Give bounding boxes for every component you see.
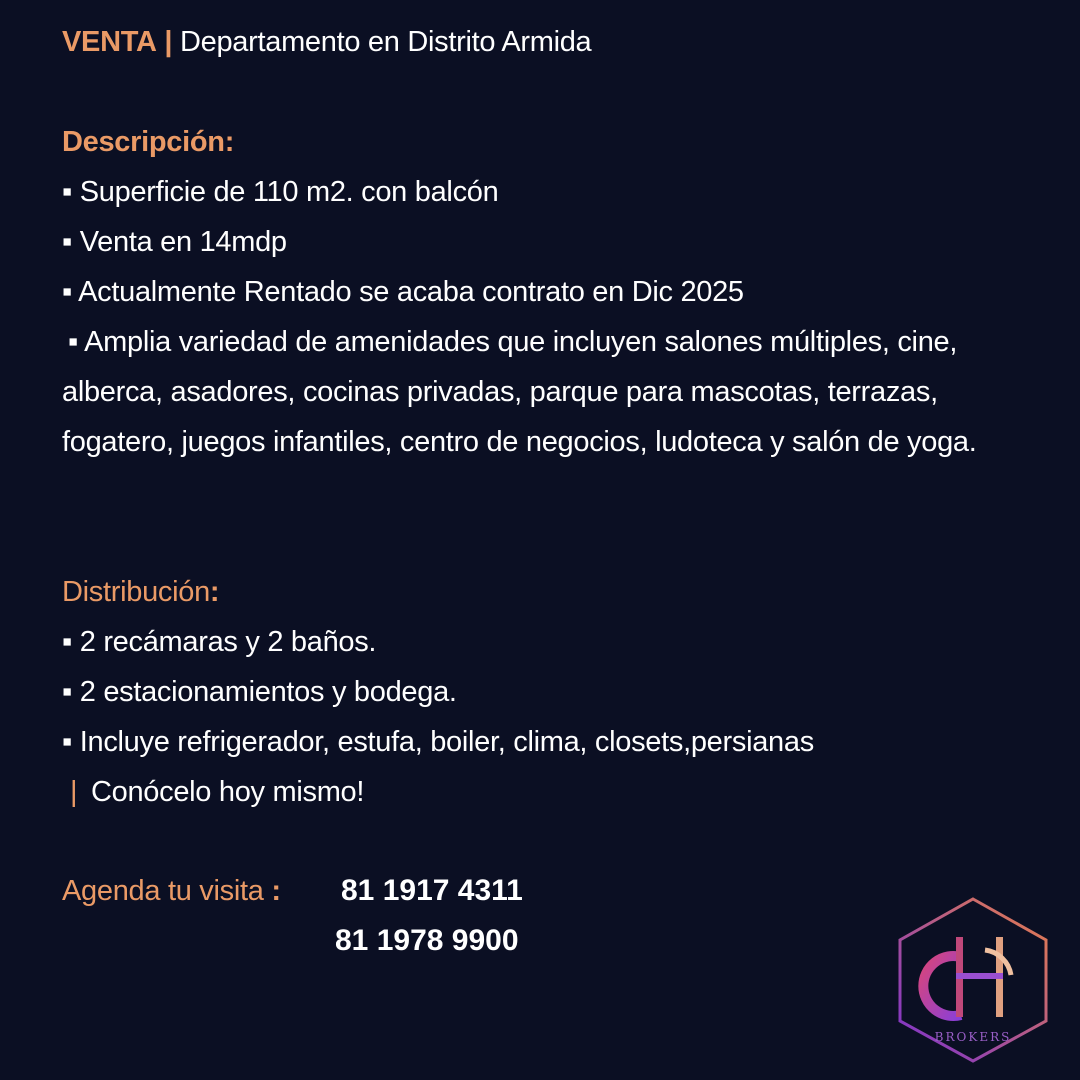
call-to-action — [70, 774, 364, 810]
brokers-logo — [893, 895, 1053, 1065]
cta-text: Conócelo hoy mismo! — [91, 776, 365, 808]
amenities-paragraph — [62, 317, 1032, 467]
listing-title — [62, 24, 591, 60]
cta-pipe: | — [70, 776, 78, 808]
amenities-text: ▪ Amplia variedad de amenidades que incluyen salones múltiples, cine, alberca, asadores, cocinas privadas, parque para mascotas, terrazas, fogatero, juegos infantiles, centro de negocios, ludoteca y salón de yoga. — [62, 326, 977, 458]
description-item: ▪ Actualmente Rentado se acaba contrato en Dic 2025 — [62, 276, 744, 308]
distribution-heading — [62, 574, 219, 610]
distribution-item: ▪ 2 estacionamientos y bodega. — [62, 676, 457, 708]
description-item: ▪ Superficie de 110 m2. con balcón — [62, 176, 499, 208]
title-separator: | — [164, 26, 173, 58]
distribution-heading-text: Distribución — [62, 576, 210, 608]
logo-text: BROKERS — [934, 1030, 1012, 1044]
listing-title-text: Departamento en Distrito Armida — [180, 26, 592, 58]
description-item: ▪ Venta en 14mdp — [62, 226, 287, 258]
hexagon-logo-icon — [893, 895, 1053, 1065]
distribution-heading-colon: : — [209, 576, 220, 608]
phone-number[interactable]: 81 1917 4311 — [341, 874, 523, 907]
contact-label-text: Agenda tu visita — [62, 875, 264, 907]
contact-label — [62, 873, 281, 909]
phone-number[interactable]: 81 1978 9900 — [335, 924, 519, 957]
description-heading: Descripción: — [62, 126, 235, 158]
distribution-item: ▪ Incluye refrigerador, estufa, boiler, clima, closets,persianas — [62, 726, 814, 758]
listing-type-label: VENTA — [62, 26, 157, 58]
contact-label-colon: : — [271, 875, 281, 907]
distribution-item: ▪ 2 recámaras y 2 baños. — [62, 626, 377, 658]
